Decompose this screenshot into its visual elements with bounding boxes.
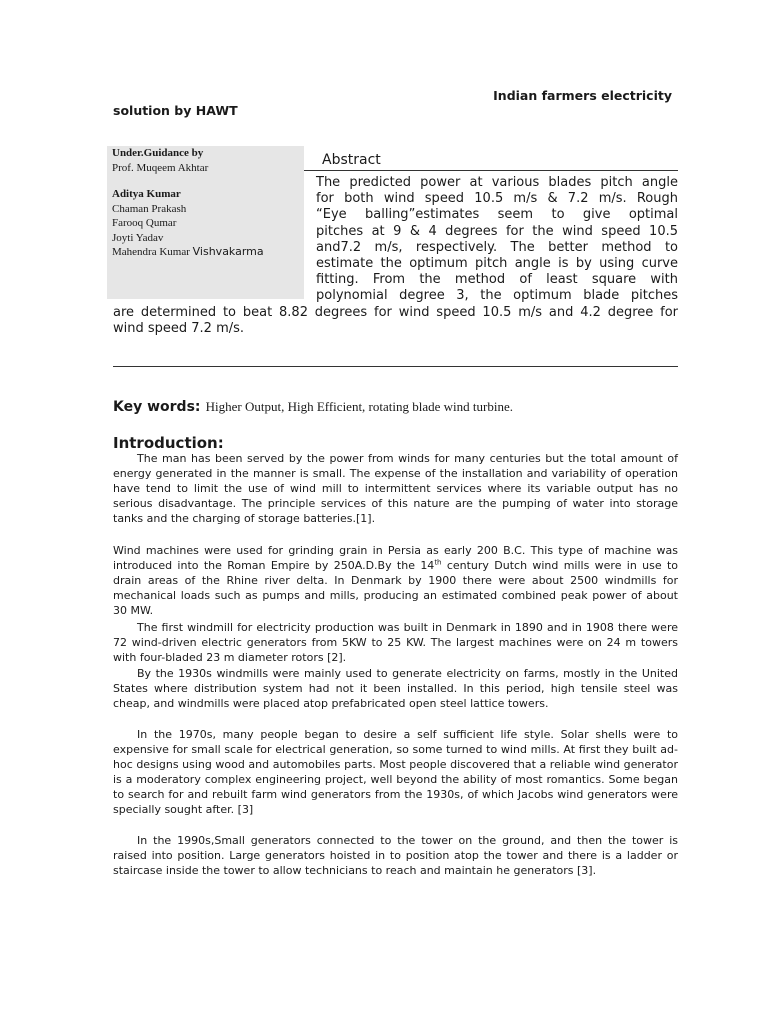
abstract-line: The predicted power at various blades pitch angle [316, 175, 678, 190]
author-name-part: Mahendra Kumar [112, 246, 193, 258]
abstract-line: fitting. From the method of least square with [316, 272, 678, 288]
author-name: Farooq Qumar [112, 217, 177, 229]
abstract-line: wind speed 7.2 m/s. [113, 321, 245, 337]
intro-paragraph-2 [113, 543, 678, 618]
intro-paragraph-6: In the 1990s,Small generators connected to the tower on the ground, and then the tower is raised into position. Large generators hoisted in to position atop the tower and there is a ladder or staircase inside the tower to allow technicians to reach and maintain he generators [3]. [113, 834, 678, 878]
abstract-line: and7.2 m/s, respectively. The better method to [316, 239, 678, 255]
authors-list [112, 146, 304, 260]
abstract-line: estimate the optimum pitch angle is by using curve [316, 256, 678, 272]
abstract-line: polynomial degree 3, the optimum blade pitches [316, 288, 678, 304]
intro-paragraph-2-part: Wind machines were used for grinding grain in Persia as early 200 B.C. This type of machine was introduced into the Roman Empire by 250A.D.By the 14 [113, 544, 678, 573]
introduction-heading: Introduction: [113, 434, 224, 452]
abstract-line: “Eye balling”estimates seem to give optimal [316, 207, 678, 223]
title-line-2: solution by HAWT [113, 103, 238, 118]
intro-paragraph-2-part: century Dutch wind mills were in use to drain areas of the Rhine river delta. In Denmark by 1900 there were about 2500 windmills for mechanical loads such as pumps and mills, producing an estimated combined peak power of about 30 MW. [113, 559, 678, 618]
intro-paragraph-3: The first windmill for electricity production was built in Denmark in 1890 and in 1908 there were 72 wind-driven electric generators from 5KW to 25 KW. The largest machines were on 24 m towers with four-bladed 23 m diameter rotors [2]. [113, 621, 678, 665]
title-line-1: Indian farmers electricity [493, 88, 672, 103]
abstract-divider [304, 170, 678, 171]
intro-paragraph-4: By the 1930s windmills were mainly used to generate electricity on farms, mostly in the United States where distribution system had not it been installed. In this period, high tensile steel was cheap, and windmills were placed atop prefabricated open steel lattice towers. [113, 667, 678, 711]
abstract-heading: Abstract [322, 152, 381, 168]
guidance-label: Under.Guidance by [112, 147, 204, 159]
intro-paragraph-2-sup: th [434, 558, 442, 567]
intro-paragraph-5: In the 1970s, many people began to desire a self sufficient life style. Solar shells were to expensive for small scale for electrical generation, so some turned to wind mills. At first they built ad-hoc designs using wood and automobiles parts. Most people discovered that a reliable wind generator is a moderatory complex engineering project, well beyond the ability of most romantics. Some began to search for and rebuilt farm wind generators from the 1930s, of which Jacobs wind generators were specially sought after. [3] [113, 728, 678, 817]
author-name: Chaman Prakash [112, 202, 187, 215]
abstract-continuation [113, 305, 678, 337]
abstract-line: for both wind speed 10.5 m/s & 7.2 m/s. Rough [316, 191, 678, 207]
intro-paragraph-1: The man has been served by the power from winds for many centuries but the total amount of energy generated in the manner is small. The expense of the installation and variability of operation have tend to limit the use of wind mill to intermittent services where its variable output has no serious disadvantage. The principle services of this nature are the pumping of water into storage tanks and the charging of storage batteries.[1]. [113, 452, 678, 526]
keywords-label: Key words: [113, 399, 201, 415]
section-divider [113, 366, 678, 367]
author-name: Joyti Yadav [112, 231, 164, 244]
keywords-text: Higher Output, High Efficient, rotating blade wind turbine. [205, 399, 513, 414]
author-name-part: Vishvakarma [192, 245, 264, 258]
guide-name: Prof. Muqeem Akhtar [112, 161, 209, 174]
abstract-line: pitches at 9 & 4 degrees for the wind speed 10.5 [316, 223, 678, 239]
lead-author: Aditya Kumar [112, 188, 181, 200]
keywords [113, 396, 678, 415]
author-name [112, 245, 304, 260]
abstract-body [316, 175, 678, 305]
abstract-line: are determined to beat 8.82 degrees for wind speed 10.5 m/s and 4.2 degree for [113, 305, 678, 320]
